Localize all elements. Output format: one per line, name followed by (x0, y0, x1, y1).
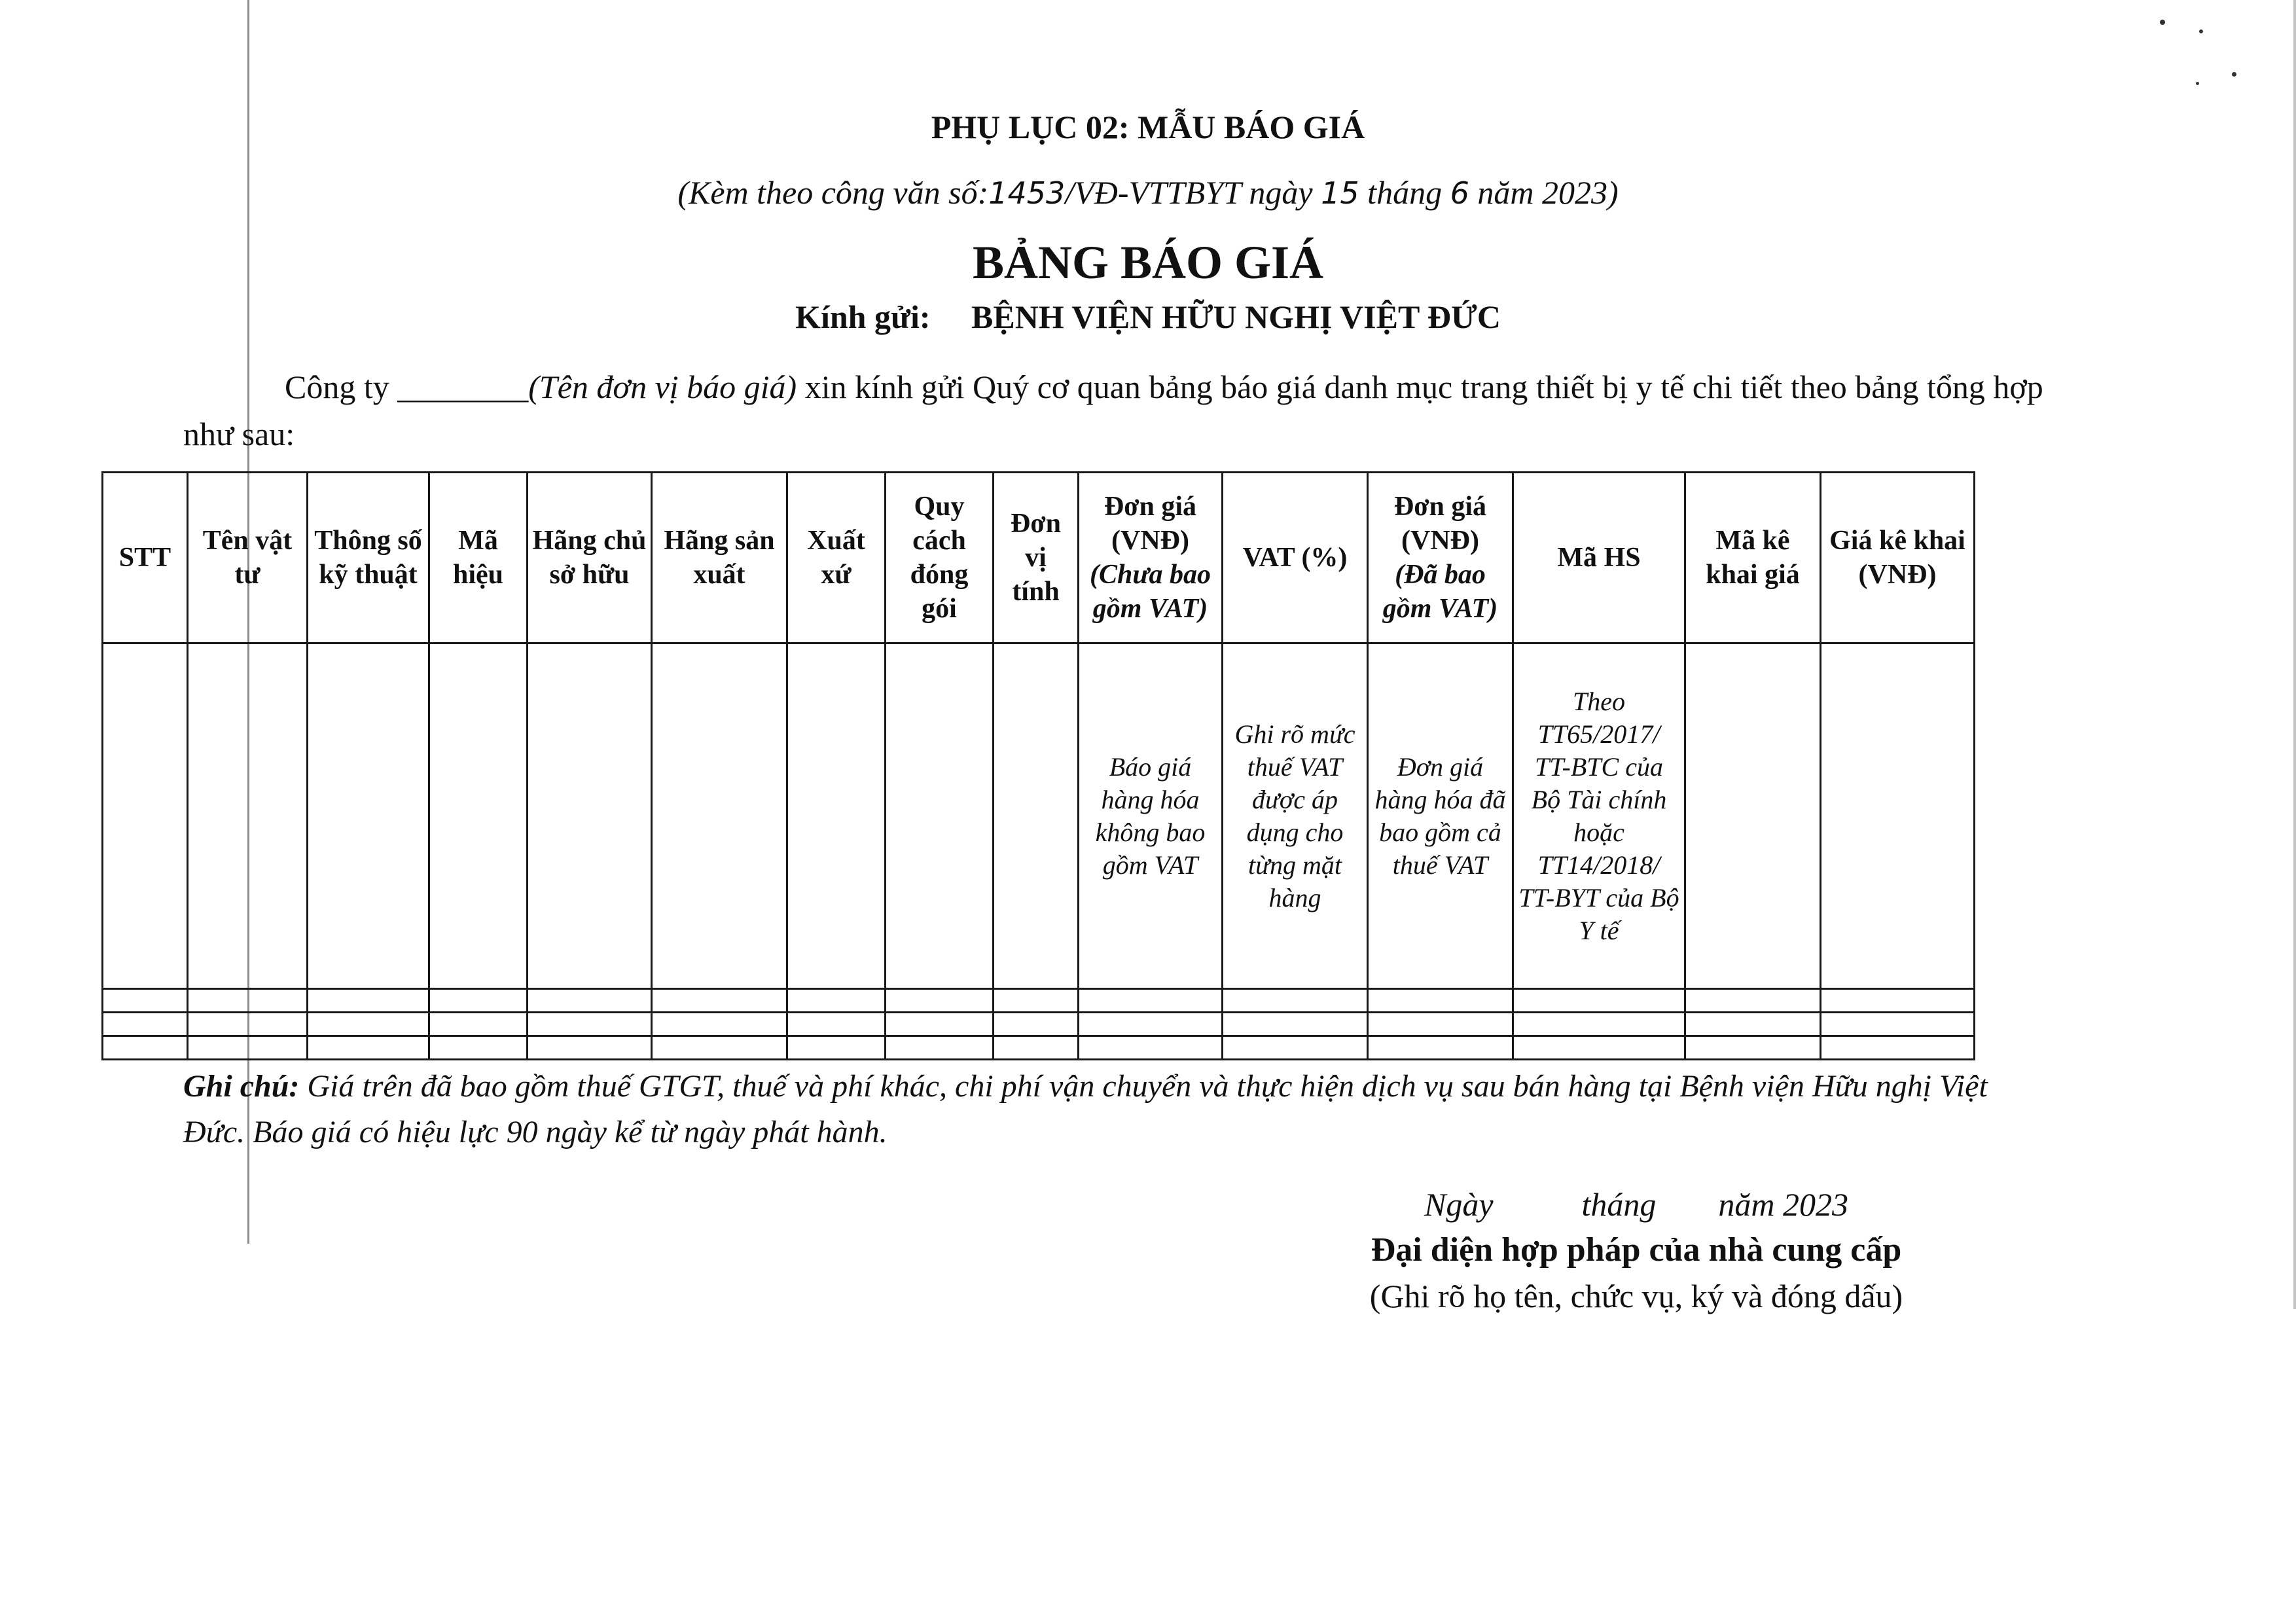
footnote (183, 1064, 2055, 1155)
signature-subtitle: (Ghi rõ họ tên, chức vụ, ký và đóng dấu) (1369, 1278, 1903, 1314)
appendix-title: PHỤ LỤC 02: MẪU BÁO GIÁ (931, 109, 1365, 145)
recipient-line (0, 298, 2296, 336)
table-cell (103, 643, 188, 989)
intro-italic: (Tên đơn vị báo giá) (528, 369, 797, 405)
table-cell (1821, 643, 1975, 989)
table-cell (429, 643, 528, 989)
header-price-excl-vat (1079, 473, 1223, 643)
document-month: 6 (1450, 175, 1469, 211)
header-declaration-code: Mã kê khai giá (1685, 473, 1821, 643)
footnote-text: Giá trên đã bao gồm thuế GTGT, thuế và phí khác, chi phí vận chuyển và thực hiện dịch vụ sau bán hàng tại Bệnh viện Hữu nghị Việt Đức. Báo giá có hiệu lực 90 ngày kể từ ngày phát hành. (183, 1069, 1988, 1149)
intro-paragraph (183, 363, 2068, 458)
header-model-code: Mã hiệu (429, 473, 528, 643)
signature-block (1244, 1182, 2029, 1319)
header-packaging: Quy cách đóng gói (886, 473, 994, 643)
table-row (103, 989, 1975, 1013)
intro-prefix: Công ty ________ (285, 369, 529, 405)
table-cell (886, 643, 994, 989)
header-owner-brand: Hãng chủ sở hữu (528, 473, 652, 643)
header-price-excl-vat-note: (Chưa bao gồm VAT) (1089, 560, 1211, 624)
table-cell (994, 643, 1079, 989)
header-declared-price: Giá kê khai (VNĐ) (1821, 473, 1975, 643)
signature-year-label: năm 2023 (1718, 1186, 1849, 1223)
note-vat: Ghi rõ mức thuế VAT được áp dụng cho từng mặt hàng (1223, 643, 1368, 989)
table-cell (308, 643, 429, 989)
header-unit: Đơn vị tính (994, 473, 1079, 643)
table-header-row (103, 473, 1975, 643)
scan-speck (2196, 82, 2199, 85)
header-vat: VAT (%) (1223, 473, 1368, 643)
document-number: 1453 (988, 175, 1066, 211)
header-price-incl-vat-note: (Đã bao gồm VAT) (1382, 560, 1498, 624)
header-price-incl-vat (1368, 473, 1513, 643)
page-title: BẢNG BÁO GIÁ (972, 236, 1324, 289)
recipient-label: Kính gửi: (795, 298, 931, 335)
document-day: 15 (1321, 175, 1359, 211)
recipient-name: BỆNH VIỆN HỮU NGHỊ VIỆT ĐỨC (971, 298, 1501, 335)
table-cell (1685, 643, 1821, 989)
signature-date (1244, 1182, 2029, 1227)
attach-prefix: (Kèm theo công văn số: (677, 174, 989, 211)
footnote-label: Ghi chú: (183, 1069, 300, 1104)
table-cell (787, 643, 886, 989)
note-price-excl-vat: Báo giá hàng hóa không bao gồm VAT (1079, 643, 1223, 989)
table-cell (188, 643, 308, 989)
signature-title: Đại diện hợp pháp của nhà cung cấp (1371, 1231, 1902, 1269)
attach-mid: /VĐ-VTTBYT ngày (1065, 174, 1313, 211)
note-hs-code: Theo TT65/2017/ TT-BTC của Bộ Tài chính hoặc TT14/2018/ TT-BYT của Bộ Y tế (1513, 643, 1685, 989)
scan-speck (2232, 72, 2236, 77)
header-price-excl-vat-label: Đơn giá (VNĐ) (1103, 492, 1197, 556)
table-row (103, 1036, 1975, 1060)
header-origin: Xuất xứ (787, 473, 886, 643)
signature-month-label: tháng (1581, 1186, 1657, 1223)
header-hs-code: Mã HS (1513, 473, 1685, 643)
header-stt: STT (103, 473, 188, 643)
table-row (103, 1013, 1975, 1036)
header-specs: Thông số kỹ thuật (308, 473, 429, 643)
scan-speck (2160, 20, 2165, 25)
header-price-incl-vat-label: Đơn giá (VNĐ) (1393, 492, 1487, 556)
header-manufacturer: Hãng sản xuất (652, 473, 787, 643)
scan-speck (2199, 29, 2203, 33)
header-item-name: Tên vật tư (188, 473, 308, 643)
quotation-table (101, 471, 1975, 1060)
intro-suffix: xin kính gửi Quý cơ quan bảng báo giá danh mục trang thiết bị y tế chi tiết theo bảng tổng hợp như sau: (183, 369, 2043, 452)
note-price-incl-vat: Đơn giá hàng hóa đã bao gồm cả thuế VAT (1368, 643, 1513, 989)
table-cell (652, 643, 787, 989)
signature-day-label: Ngày (1424, 1186, 1494, 1223)
month-word: tháng (1367, 174, 1443, 211)
attach-suffix: năm 2023) (1477, 174, 1619, 211)
table-cell (528, 643, 652, 989)
attachment-reference (0, 173, 2296, 211)
table-row (103, 643, 1975, 989)
